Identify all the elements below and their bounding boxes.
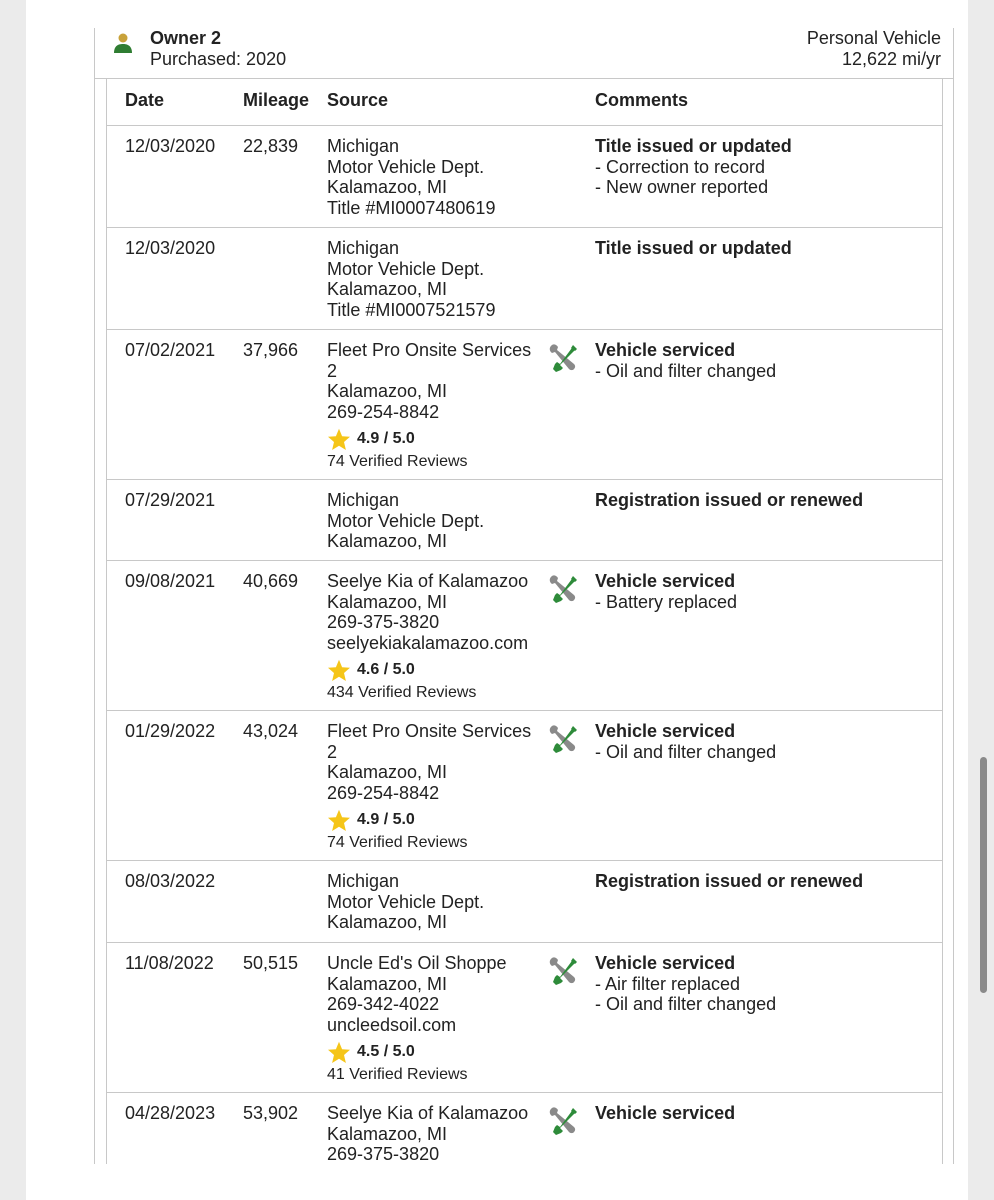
- source-line: Kalamazoo, MI: [327, 1123, 448, 1144]
- scrollbar-thumb[interactable]: [980, 757, 987, 993]
- row-comments: [595, 871, 935, 892]
- comment-item: - Oil and filter changed: [595, 360, 777, 381]
- source-line: seelyekiakalamazoo.com: [327, 632, 529, 653]
- source-line: Title #MI0007521579: [327, 299, 496, 320]
- row-date: 08/03/2022: [125, 871, 216, 891]
- table-row: [107, 480, 942, 561]
- person-icon: [113, 32, 133, 54]
- source-line: Kalamazoo, MI: [327, 912, 448, 932]
- source-line: Michigan: [327, 136, 400, 156]
- owner-section: [94, 28, 954, 1164]
- table-row: [107, 861, 942, 943]
- row-comments: [595, 136, 935, 198]
- row-mileage: 53,902: [243, 1103, 299, 1123]
- comment-heading: Vehicle serviced: [595, 1103, 736, 1123]
- row-source: [327, 953, 542, 1086]
- row-comments: [595, 953, 935, 1015]
- row-source: [327, 238, 542, 320]
- owner-header: [95, 28, 953, 79]
- header-comments: Comments: [595, 90, 689, 110]
- comment-heading: Vehicle serviced: [595, 721, 736, 741]
- source-line: Kalamazoo, MI: [327, 591, 448, 612]
- row-date: 04/28/2023: [125, 1103, 216, 1123]
- wrench-screwdriver-icon: [547, 573, 579, 605]
- row-source: [327, 571, 542, 704]
- row-comments: [595, 721, 935, 762]
- source-line: 2: [327, 360, 338, 381]
- comment-item: - Oil and filter changed: [595, 994, 777, 1014]
- report-sheet: [26, 0, 968, 1200]
- comment-item: - New owner reported: [595, 177, 769, 197]
- rating: [327, 1041, 542, 1064]
- rating: [327, 809, 542, 832]
- row-date: 11/08/2022: [125, 953, 214, 973]
- star-icon: [327, 809, 351, 832]
- row-comments: [595, 490, 935, 511]
- header-mileage: Mileage: [243, 90, 310, 110]
- source-line: Kalamazoo, MI: [327, 177, 448, 197]
- source-line: Motor Vehicle Dept.: [327, 510, 485, 531]
- rating-value: 4.9 / 5.0: [357, 430, 415, 448]
- row-date: 09/08/2021: [125, 571, 216, 591]
- comment-heading: Registration issued or renewed: [595, 490, 864, 510]
- row-comments: [595, 1103, 935, 1124]
- verified-reviews-link[interactable]: 41 Verified Reviews: [327, 1066, 468, 1083]
- vehicle-type: Personal Vehicle: [806, 28, 941, 48]
- row-mileage: 37,966: [243, 340, 299, 360]
- source-line: 269-342-4022: [327, 994, 440, 1014]
- source-line: Seelye Kia of Kalamazoo: [327, 1103, 529, 1123]
- owner-name: Owner 2: [150, 28, 222, 48]
- source-line: Kalamazoo, MI: [327, 762, 448, 782]
- comment-item: - Air filter replaced: [595, 973, 741, 994]
- table-row: [107, 1093, 942, 1164]
- star-icon: [327, 428, 351, 451]
- row-mileage: 43,024: [243, 721, 299, 741]
- verified-reviews-link[interactable]: 434 Verified Reviews: [327, 684, 477, 701]
- header-source: Source: [327, 90, 389, 110]
- row-source: [327, 136, 542, 218]
- source-line: Kalamazoo, MI: [327, 381, 448, 401]
- source-line: 269-375-3820: [327, 1144, 440, 1164]
- source-line: Kalamazoo, MI: [327, 531, 448, 551]
- rating: [327, 659, 542, 682]
- source-line: Motor Vehicle Dept.: [327, 258, 485, 279]
- table-row: [107, 561, 942, 711]
- comment-heading: Vehicle serviced: [595, 953, 736, 973]
- header-date: Date: [125, 90, 165, 110]
- wrench-screwdriver-icon: [547, 955, 579, 987]
- star-icon: [327, 1041, 351, 1064]
- source-line: Title #MI0007480619: [327, 197, 496, 218]
- comment-item: - Battery replaced: [595, 591, 738, 612]
- source-line: Kalamazoo, MI: [327, 973, 448, 994]
- source-line: 269-375-3820: [327, 612, 440, 632]
- row-mileage: 50,515: [243, 953, 299, 973]
- source-line: Kalamazoo, MI: [327, 279, 448, 299]
- source-line: Michigan: [327, 490, 400, 510]
- source-line: Motor Vehicle Dept.: [327, 156, 485, 177]
- comment-heading: Registration issued or renewed: [595, 871, 864, 891]
- source-line: Motor Vehicle Dept.: [327, 891, 485, 912]
- row-comments: [595, 238, 935, 259]
- row-comments: [595, 340, 935, 381]
- row-comments: [595, 571, 935, 612]
- row-date: 07/02/2021: [125, 340, 216, 360]
- rating-value: 4.9 / 5.0: [357, 811, 415, 829]
- star-icon: [327, 659, 351, 682]
- wrench-screwdriver-icon: [547, 342, 579, 374]
- source-line: Fleet Pro Onsite Services: [327, 721, 532, 741]
- table-row: [107, 228, 942, 330]
- comment-heading: Title issued or updated: [595, 136, 792, 156]
- table-row: [107, 943, 942, 1093]
- source-line: 269-254-8842: [327, 782, 440, 803]
- source-line: Uncle Ed's Oil Shoppe: [327, 953, 507, 973]
- row-mileage: 22,839: [243, 136, 299, 156]
- row-source: [327, 340, 542, 473]
- row-date: 12/03/2020: [125, 136, 216, 156]
- table-row: [107, 330, 942, 480]
- wrench-screwdriver-icon: [547, 723, 579, 755]
- owner-purchased: Purchased: 2020: [150, 49, 287, 69]
- row-source: [327, 721, 542, 854]
- verified-reviews-link[interactable]: 74 Verified Reviews: [327, 834, 468, 851]
- row-source: [327, 1103, 542, 1164]
- rating-value: 4.6 / 5.0: [357, 661, 415, 679]
- source-line: Fleet Pro Onsite Services: [327, 340, 532, 360]
- verified-reviews-link[interactable]: 74 Verified Reviews: [327, 453, 468, 470]
- rating: [327, 428, 542, 451]
- table-body: [107, 126, 942, 1164]
- rating-value: 4.5 / 5.0: [357, 1043, 415, 1061]
- table-row: [107, 126, 942, 228]
- source-line: uncleedsoil.com: [327, 1014, 457, 1035]
- table-row: [107, 711, 942, 861]
- comment-heading: Title issued or updated: [595, 238, 792, 258]
- row-mileage: 40,669: [243, 571, 299, 591]
- row-source: [327, 871, 542, 933]
- row-source: [327, 490, 542, 552]
- source-line: Michigan: [327, 871, 400, 891]
- comment-heading: Vehicle serviced: [595, 571, 736, 591]
- mileage-rate: 12,622 mi/yr: [841, 49, 941, 69]
- comment-heading: Vehicle serviced: [595, 340, 736, 360]
- wrench-screwdriver-icon: [547, 1105, 579, 1137]
- row-date: 07/29/2021: [125, 490, 216, 510]
- history-table: [106, 78, 943, 1164]
- source-line: 269-254-8842: [327, 401, 440, 422]
- source-line: 2: [327, 741, 338, 762]
- comment-item: - Correction to record: [595, 156, 766, 177]
- table-header: [107, 78, 942, 126]
- row-date: 12/03/2020: [125, 238, 216, 258]
- comment-item: - Oil and filter changed: [595, 741, 777, 762]
- source-line: Michigan: [327, 238, 400, 258]
- row-date: 01/29/2022: [125, 721, 216, 741]
- source-line: Seelye Kia of Kalamazoo: [327, 571, 529, 591]
